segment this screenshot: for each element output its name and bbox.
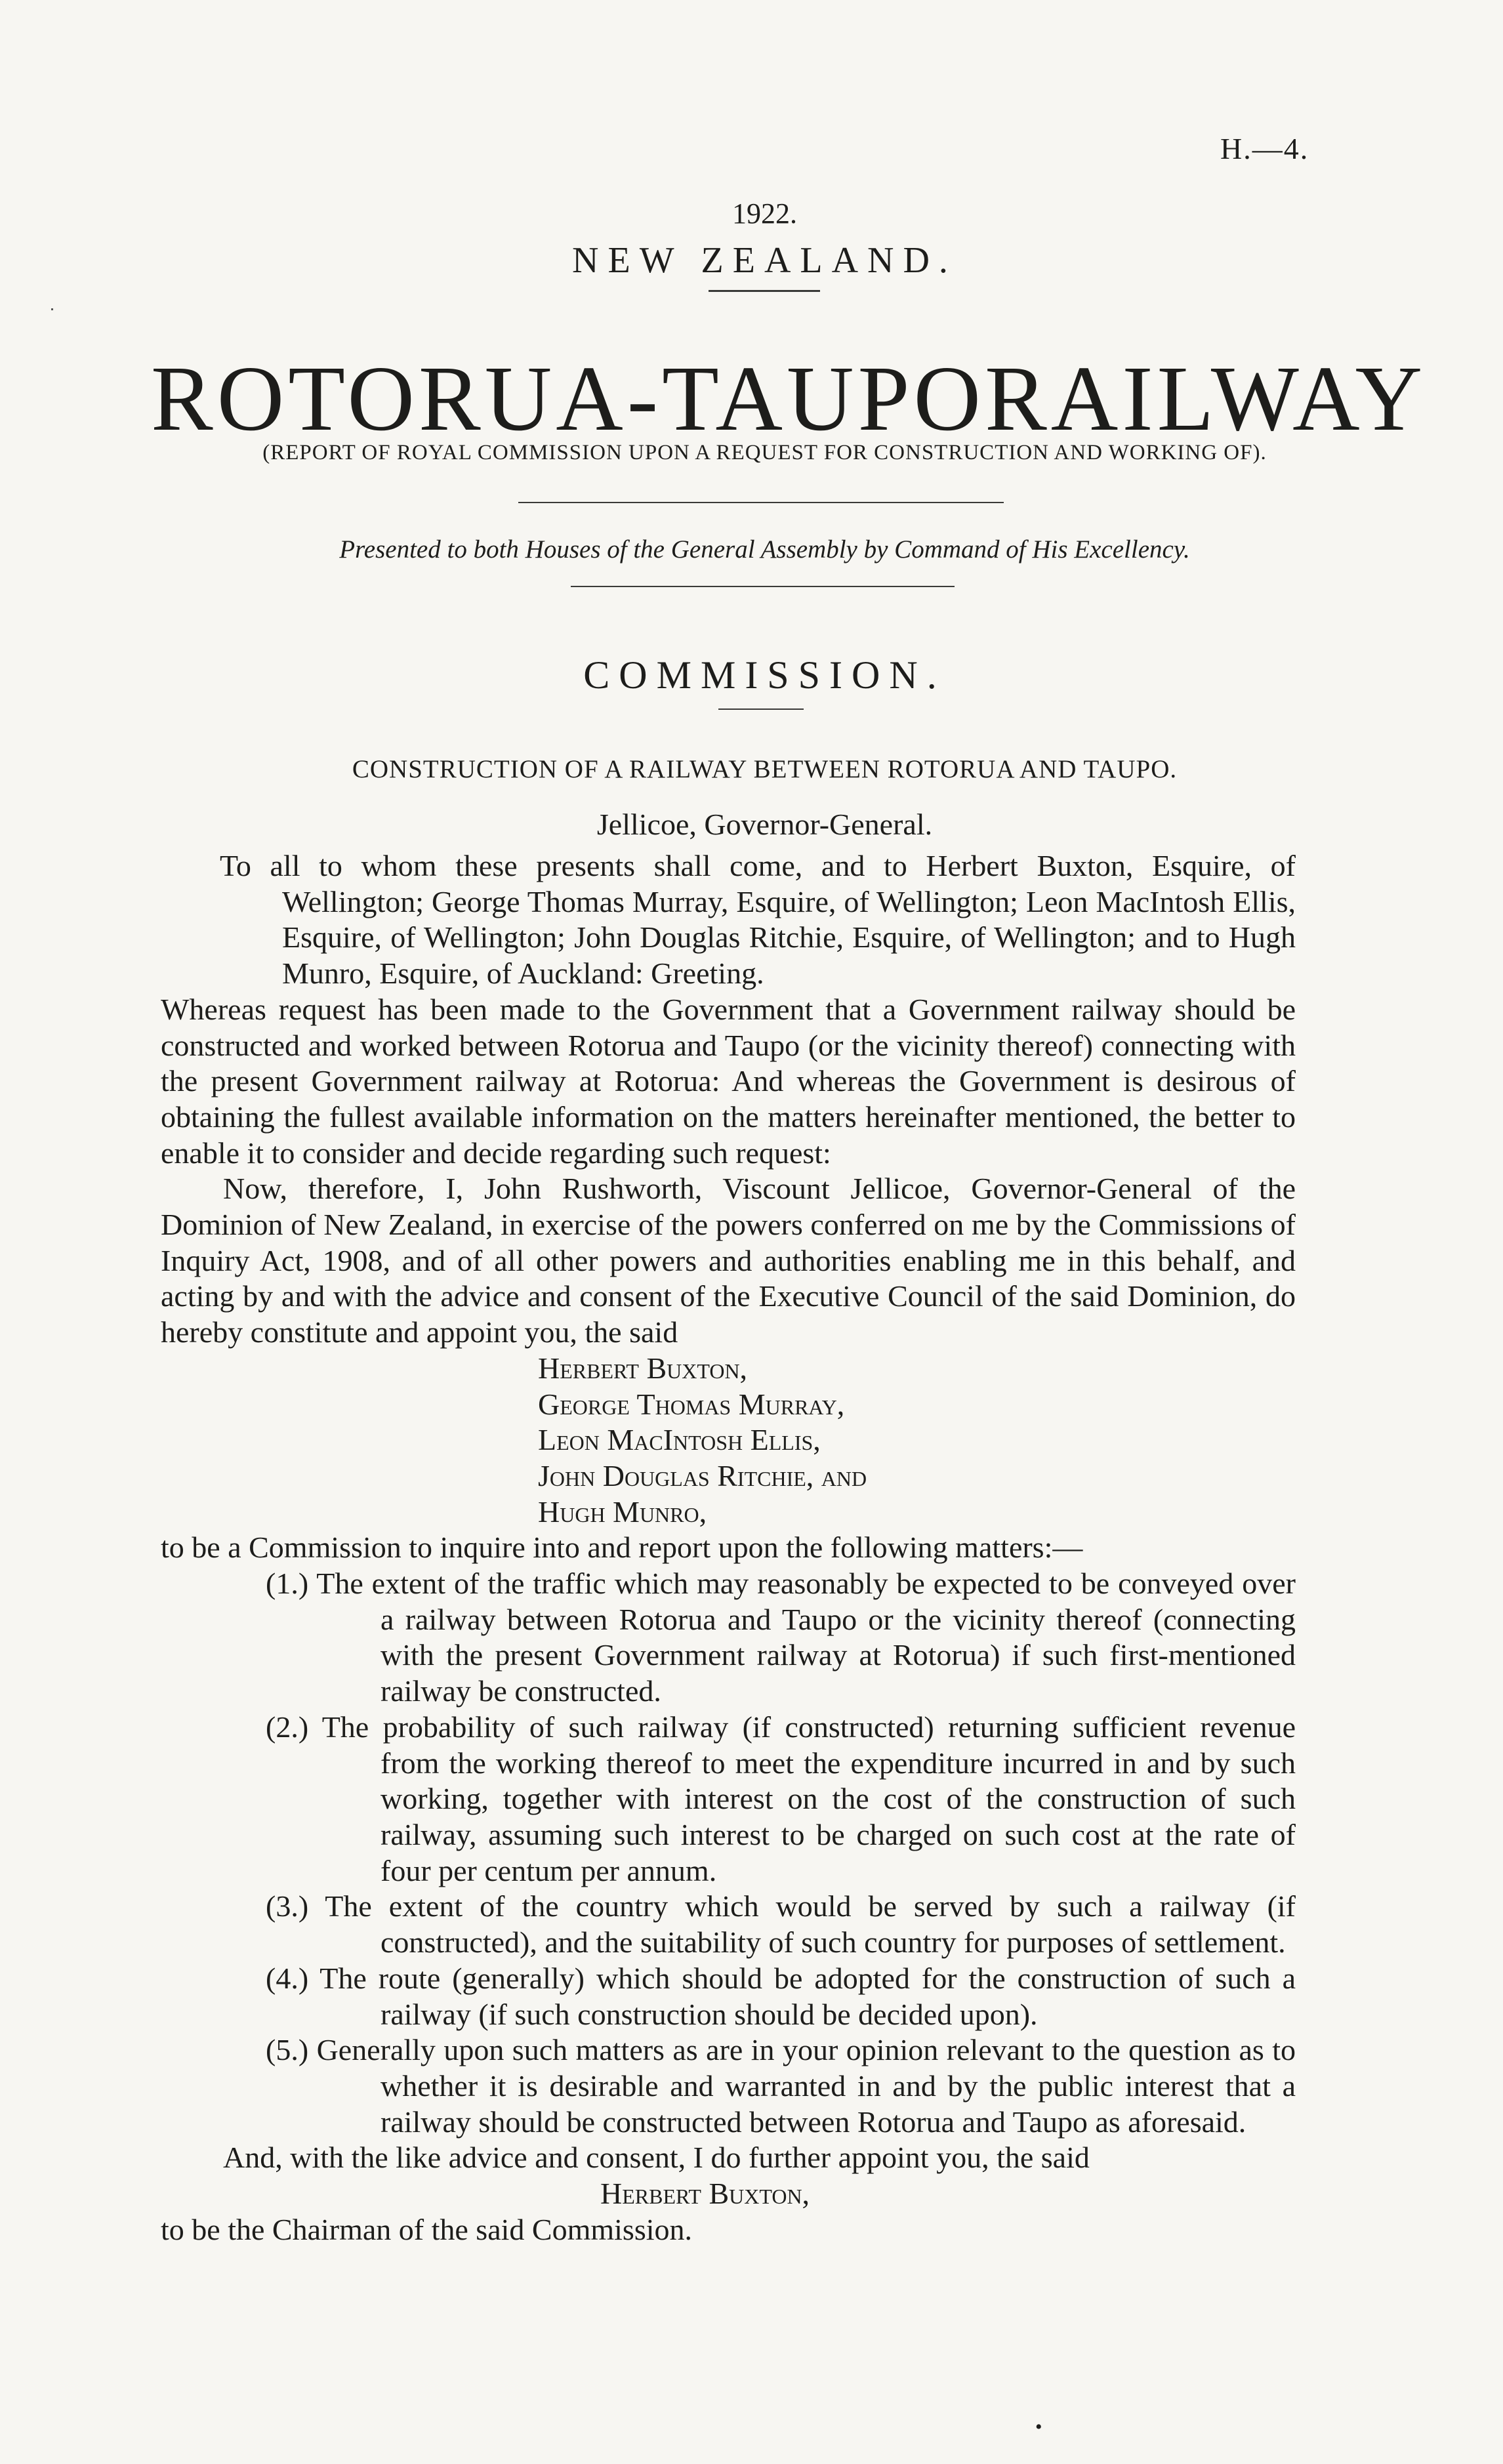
title-part: RAILWAY (985, 346, 1427, 450)
commissioner-name: Herbert Buxton, (538, 1351, 748, 1385)
greeting-paragraph: To all to whom these presents shall come, and to Herbert Buxton, Esquire, of Wellington; George Thomas Murray, Esquire, of Wellington; Leon MacIntosh Ellis, Esquire, of Wellington; John Douglas Ritchie, Esquire, of Wellington; and to Hugh Munro, Esquire, of Auckland: Greeting. (220, 849, 1296, 991)
closing-paragraph: to be the Chairman of the said Commission. (161, 2212, 693, 2246)
and-with-paragraph: And, with the like advice and consent, I do further appoint you, the said (223, 2141, 1090, 2175)
divider (709, 290, 820, 292)
title-part: ROTORUA-TAUPO (151, 346, 985, 450)
subtitle: (REPORT OF ROYAL COMMISSION UPON A REQUEST FOR CONSTRUCTION AND WORKING OF). (262, 441, 1267, 464)
commissioner-name: John Douglas Ritchie, and (538, 1458, 867, 1492)
divider (718, 708, 804, 710)
commission-heading: COMMISSION. (583, 653, 946, 697)
commission-body (161, 848, 1296, 2248)
divider (518, 502, 1004, 503)
to-be-paragraph: to be a Commission to inquire into and report upon the following matters:— (161, 1530, 1083, 1565)
commissioner-name: George Thomas Murray, (538, 1387, 845, 1421)
year: 1922. (732, 197, 797, 230)
presented-note: Presented to both Houses of the General Assembly by Command of His Excellency. (339, 535, 1190, 564)
document-number: H.—4. (1220, 132, 1309, 165)
commission-subheading: CONSTRUCTION OF A RAILWAY BETWEEN ROTORUA AND TAUPO. (352, 755, 1178, 783)
commissioner-name: Leon MacIntosh Ellis, (538, 1423, 821, 1457)
governor-signature: Jellicoe, Governor-General. (596, 808, 933, 841)
now-therefore-paragraph: Now, therefore, I, John Rushworth, Viscount Jellicoe, Governor-General of the Dominion of New Zealand, in exercise of the powers conferred on me by the Commissions of Inquiry Act, 1908, and of all other powers and authorities enabling me in this behalf, and acting by and with the advice and consent of the Executive Council of the said Dominion, do hereby constitute and appoint you, the said (161, 1172, 1296, 1349)
margin-mark (51, 308, 53, 310)
chairman-name: Herbert Buxton, (600, 2177, 810, 2211)
stray-mark: • (1035, 2416, 1042, 2438)
page-title (151, 344, 1427, 452)
divider (571, 586, 955, 587)
commissioner-name: Hugh Munro, (538, 1494, 707, 1529)
whereas-paragraph: Whereas request has been made to the Government that a Government railway should be constructed and worked between Rotorua and Taupo (or the vicinity thereof) connecting with the present Government railway at Rotorua: And whereas the Government is desirous of obtaining the fullest available information on the matters hereinafter mentioned, the better to enable it to consider and decide regarding such request: (161, 992, 1296, 1170)
matter-item: (5.) Generally upon such matters as are in your opinion relevant to the question as to whether it is desirable and warranted in and by the public interest that a railway should be constructed between Rotorua and Taupo as aforesaid. (266, 2033, 1296, 2139)
matter-item: (3.) The extent of the country which would be served by such a railway (if constructed), and the suitability of such country for purposes of settlement. (266, 1889, 1296, 1960)
country-heading: NEW ZEALAND. (572, 240, 957, 281)
matter-item: (2.) The probability of such railway (if constructed) returning sufficient revenue from the working thereof to meet the expenditure incurred in and by such working, together with interest on the cost of the construction of such railway, assuming such interest to be charged on such cost at the rate of four per centum per annum. (266, 1710, 1296, 1887)
matter-item: (4.) The route (generally) which should be adopted for the construction of such a railway (if such construction should be decided upon). (266, 1961, 1296, 2031)
matter-item: (1.) The extent of the traffic which may reasonably be expected to be conveyed over a railway between Rotorua and Taupo or the vicinity thereof (connecting with the present Government railway at Rotorua) if such first-mentioned railway be constructed. (266, 1567, 1296, 1708)
